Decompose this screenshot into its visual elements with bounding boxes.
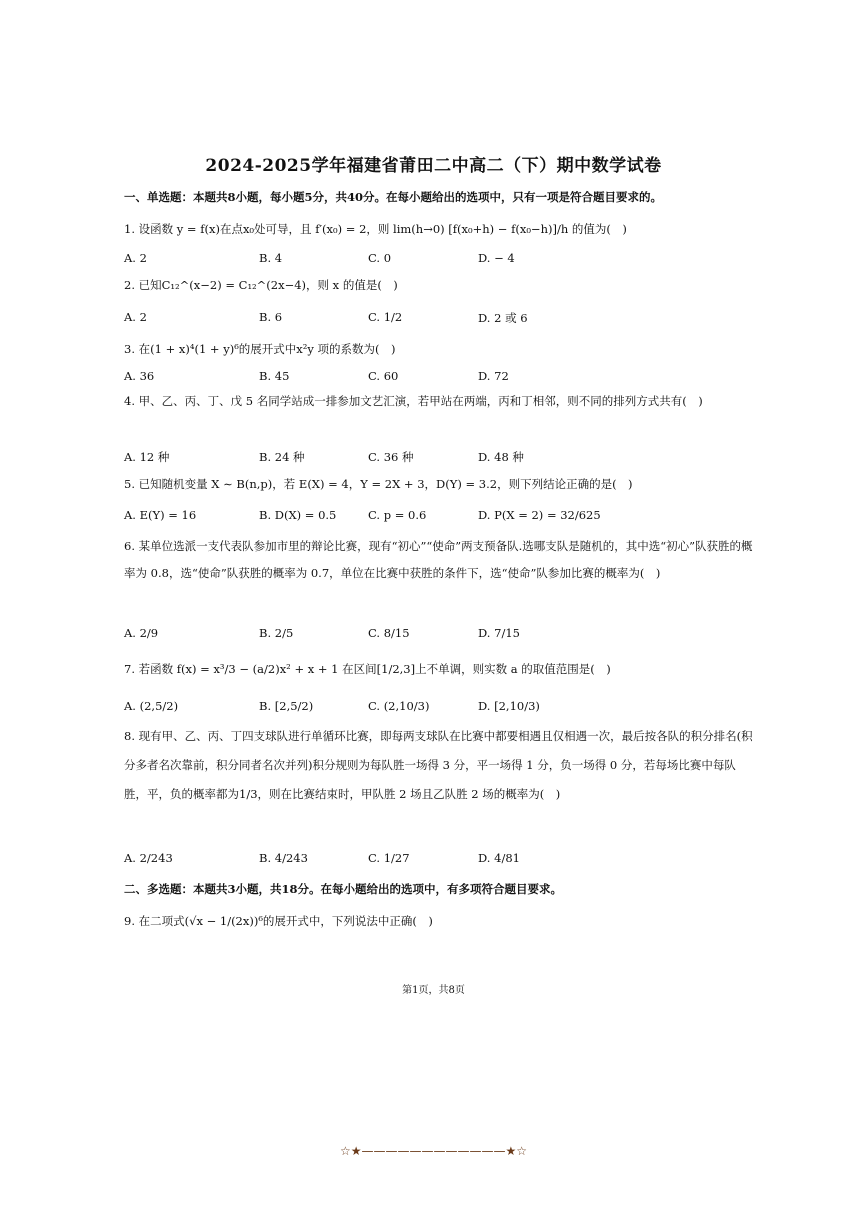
option-c: C. 1/2 xyxy=(368,310,403,324)
section-heading-multiple-choice: 二、多选题：本题共3小题，共18分。在每小题给出的选项中，有多项符合题目要求。 xyxy=(124,882,563,896)
star-divider: ☆★————————————★☆ xyxy=(339,1144,528,1158)
question-5-options xyxy=(124,508,764,524)
option-b: B. 4 xyxy=(259,251,283,265)
option-a: A. 2 xyxy=(124,310,147,324)
section-heading-single-choice: 一、单选题：本题共8小题，每小题5分，共40分。在每小题给出的选项中，只有一项是符合题目要求的。 xyxy=(124,190,663,204)
question-7-options xyxy=(124,699,764,715)
question-4: 4. 甲、乙、丙、丁、戊 5 名同学站成一排参加文艺汇演，若甲站在两端，丙和丁相邻，则不同的排列方式共有( ) xyxy=(124,394,703,408)
option-d: D. [2,10/3) xyxy=(478,699,540,713)
question-5: 5. 已知随机变量 X ∼ B(n,p)，若 E(X) = 4，Y = 2X + 3，D(Y) = 3.2，则下列结论正确的是( ) xyxy=(124,477,633,491)
option-b: B. 6 xyxy=(259,310,283,324)
option-b: B. [2,5/2) xyxy=(259,699,314,713)
question-9: 9. 在二项式(√x − 1/(2x))⁶的展开式中，下列说法中正确( ) xyxy=(124,914,433,928)
question-7: 7. 若函数 f(x) = x³/3 − (a/2)x² + x + 1 在区间[1/2,3]上不单调，则实数 a 的取值范围是( ) xyxy=(124,662,611,676)
question-1: 1. 设函数 y = f(x)在点x₀处可导，且 f′(x₀) = 2，则 lim(h→0) [f(x₀+h) − f(x₀−h)]/h 的值为( ) xyxy=(124,222,627,236)
option-c: C. (2,10/3) xyxy=(368,699,430,713)
option-d: D. 72 xyxy=(478,369,509,383)
option-c: C. 1/27 xyxy=(368,851,410,865)
option-a: A. 2/243 xyxy=(124,851,173,865)
question-4-options xyxy=(124,449,764,465)
option-d: D. 7/15 xyxy=(478,626,520,640)
option-a: A. 2/9 xyxy=(124,626,159,640)
question-8: 8. 现有甲、乙、丙、丁四支球队进行单循环比赛，即每两支球队在比赛中都要相遇且仅相遇一次，最后按各队的积分排名(积分多者名次靠前，积分同者名次并列)积分规则为每队胜一场得 3 分，平一场得 1 分，负一场得 0 分，若每场比赛中每队胜，平，负的概率都为1/3，则在比赛结束时，甲队胜 2 场且乙队胜 2 场的概率为( ) xyxy=(124,729,753,801)
option-b: B. 24 种 xyxy=(259,450,305,464)
question-1-options xyxy=(124,251,764,267)
question-3-options xyxy=(124,369,764,385)
question-6-options xyxy=(124,626,764,642)
question-2: 2. 已知C₁₂^(x−2) = C₁₂^(2x−4)，则 x 的值是( ) xyxy=(124,278,398,292)
option-b: B. D(X) = 0.5 xyxy=(259,508,337,522)
option-b: B. 45 xyxy=(259,369,290,383)
option-d: D. P(X = 2) = 32/625 xyxy=(478,508,601,522)
option-c: C. 36 种 xyxy=(368,450,414,464)
option-b: B. 2/5 xyxy=(259,626,294,640)
option-a: A. 36 xyxy=(124,369,155,383)
question-3: 3. 在(1 + x)⁴(1 + y)⁶的展开式中x²y 项的系数为( ) xyxy=(124,342,396,356)
option-d: D. 2 或 6 xyxy=(478,311,528,325)
option-c: C. 60 xyxy=(368,369,399,383)
option-d: D. 4/81 xyxy=(478,851,520,865)
page-footer: 第1页，共8页 xyxy=(402,985,465,996)
option-c: C. 0 xyxy=(368,251,392,265)
option-c: C. p = 0.6 xyxy=(368,508,427,522)
question-8-options xyxy=(124,851,764,867)
option-d: D. 48 种 xyxy=(478,450,524,464)
option-a: A. 2 xyxy=(124,251,147,265)
option-c: C. 8/15 xyxy=(368,626,410,640)
question-6: 6. 某单位选派一支代表队参加市里的辩论比赛，现有“初心”“使命”两支预备队.选哪支队是随机的，其中选“初心”队获胜的概率为 0.8，选“使命”队获胜的概率为 0.7，单位在比赛中获胜的条件下，选“使命”队参加比赛的概率为( ) xyxy=(124,539,753,580)
option-a: A. (2,5/2) xyxy=(124,699,179,713)
page-title: 2024-2025学年福建省莆田二中高二（下）期中数学试卷 xyxy=(205,156,662,176)
question-2-options xyxy=(124,310,764,326)
option-a: A. 12 种 xyxy=(124,450,170,464)
option-d: D. − 4 xyxy=(478,251,515,265)
option-b: B. 4/243 xyxy=(259,851,308,865)
option-a: A. E(Y) = 16 xyxy=(124,508,197,522)
